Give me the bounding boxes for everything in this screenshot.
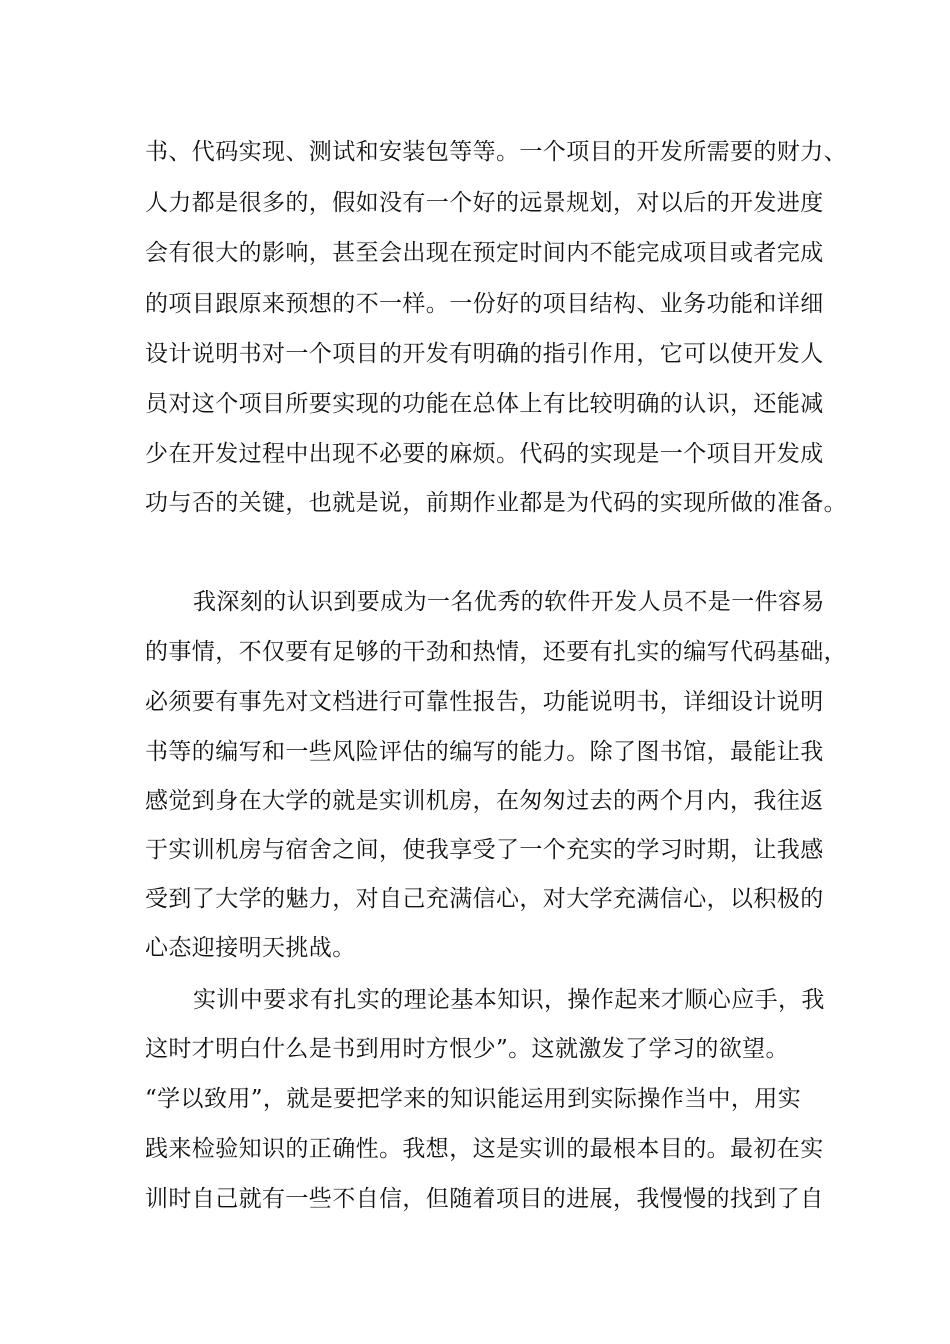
paragraph-3-line-3: “学以致用”，就是要把学来的知识能运用到实际操作当中，用实 (145, 1086, 802, 1112)
paragraph-3-line-4: 践来检验知识的正确性。我想，这是实训的最根本目的。最初在实 (145, 1136, 824, 1162)
paragraph-1-line-4: 的项目跟原来预想的不一样。一份好的项目结构、业务功能和详细 (145, 291, 824, 317)
paragraph-1-line-6: 员对这个项目所要实现的功能在总体上有比较明确的认识，还能减 (145, 391, 824, 417)
paragraph-2-line-4: 书等的编写和一些风险评估的编写的能力。除了图书馆，最能让我 (145, 739, 824, 765)
paragraph-1-line-8: 功与否的关键，也就是说，前期作业都是为代码的实现所做的准备。 (145, 490, 847, 516)
paragraph-2-line-3: 必须要有事先对文档进行可靠性报告，功能说明书，详细设计说明 (145, 689, 824, 715)
paragraph-1-line-1: 书、代码实现、测试和安装包等等。一个项目的开发所需要的财力、 (145, 139, 847, 165)
paragraph-2-line-8: 心态迎接明天挑战。 (145, 935, 356, 961)
paragraph-3-line-1: 实训中要求有扎实的理论基本知识，操作起来才顺心应手，我 (193, 987, 825, 1013)
paragraph-3-line-5: 训时自己就有一些不自信，但随着项目的进展，我慢慢的找到了自 (145, 1186, 824, 1212)
paragraph-2-line-6: 于实训机房与宿舍之间，使我享受了一个充实的学习时期，让我感 (145, 837, 824, 863)
paragraph-1-line-3: 会有很大的影响，甚至会出现在预定时间内不能完成项目或者完成 (145, 240, 824, 266)
paragraph-1-line-7: 少在开发过程中出现不必要的麻烦。代码的实现是一个项目开发成 (145, 441, 824, 467)
paragraph-1-line-5: 设计说明书对一个项目的开发有明确的指引作用，它可以使开发人 (145, 341, 824, 367)
paragraph-3-line-2: 这时才明白什么是书到用时方恨少”。这就激发了学习的欲望。 (145, 1036, 789, 1062)
paragraph-2-line-2: 的事情，不仅要有足够的干劲和热情，还要有扎实的编写代码基础， (145, 639, 847, 665)
paragraph-2-line-7: 受到了大学的魅力，对自己充满信心，对大学充满信心，以积极的 (145, 886, 824, 912)
paragraph-2-line-1: 我深刻的认识到要成为一名优秀的软件开发人员不是一件容易 (193, 589, 825, 615)
paragraph-2-line-5: 感觉到身在大学的就是实训机房，在匆匆过去的两个月内，我往返 (145, 788, 824, 814)
paragraph-1-line-2: 人力都是很多的，假如没有一个好的远景规划，对以后的开发进度 (145, 190, 824, 216)
